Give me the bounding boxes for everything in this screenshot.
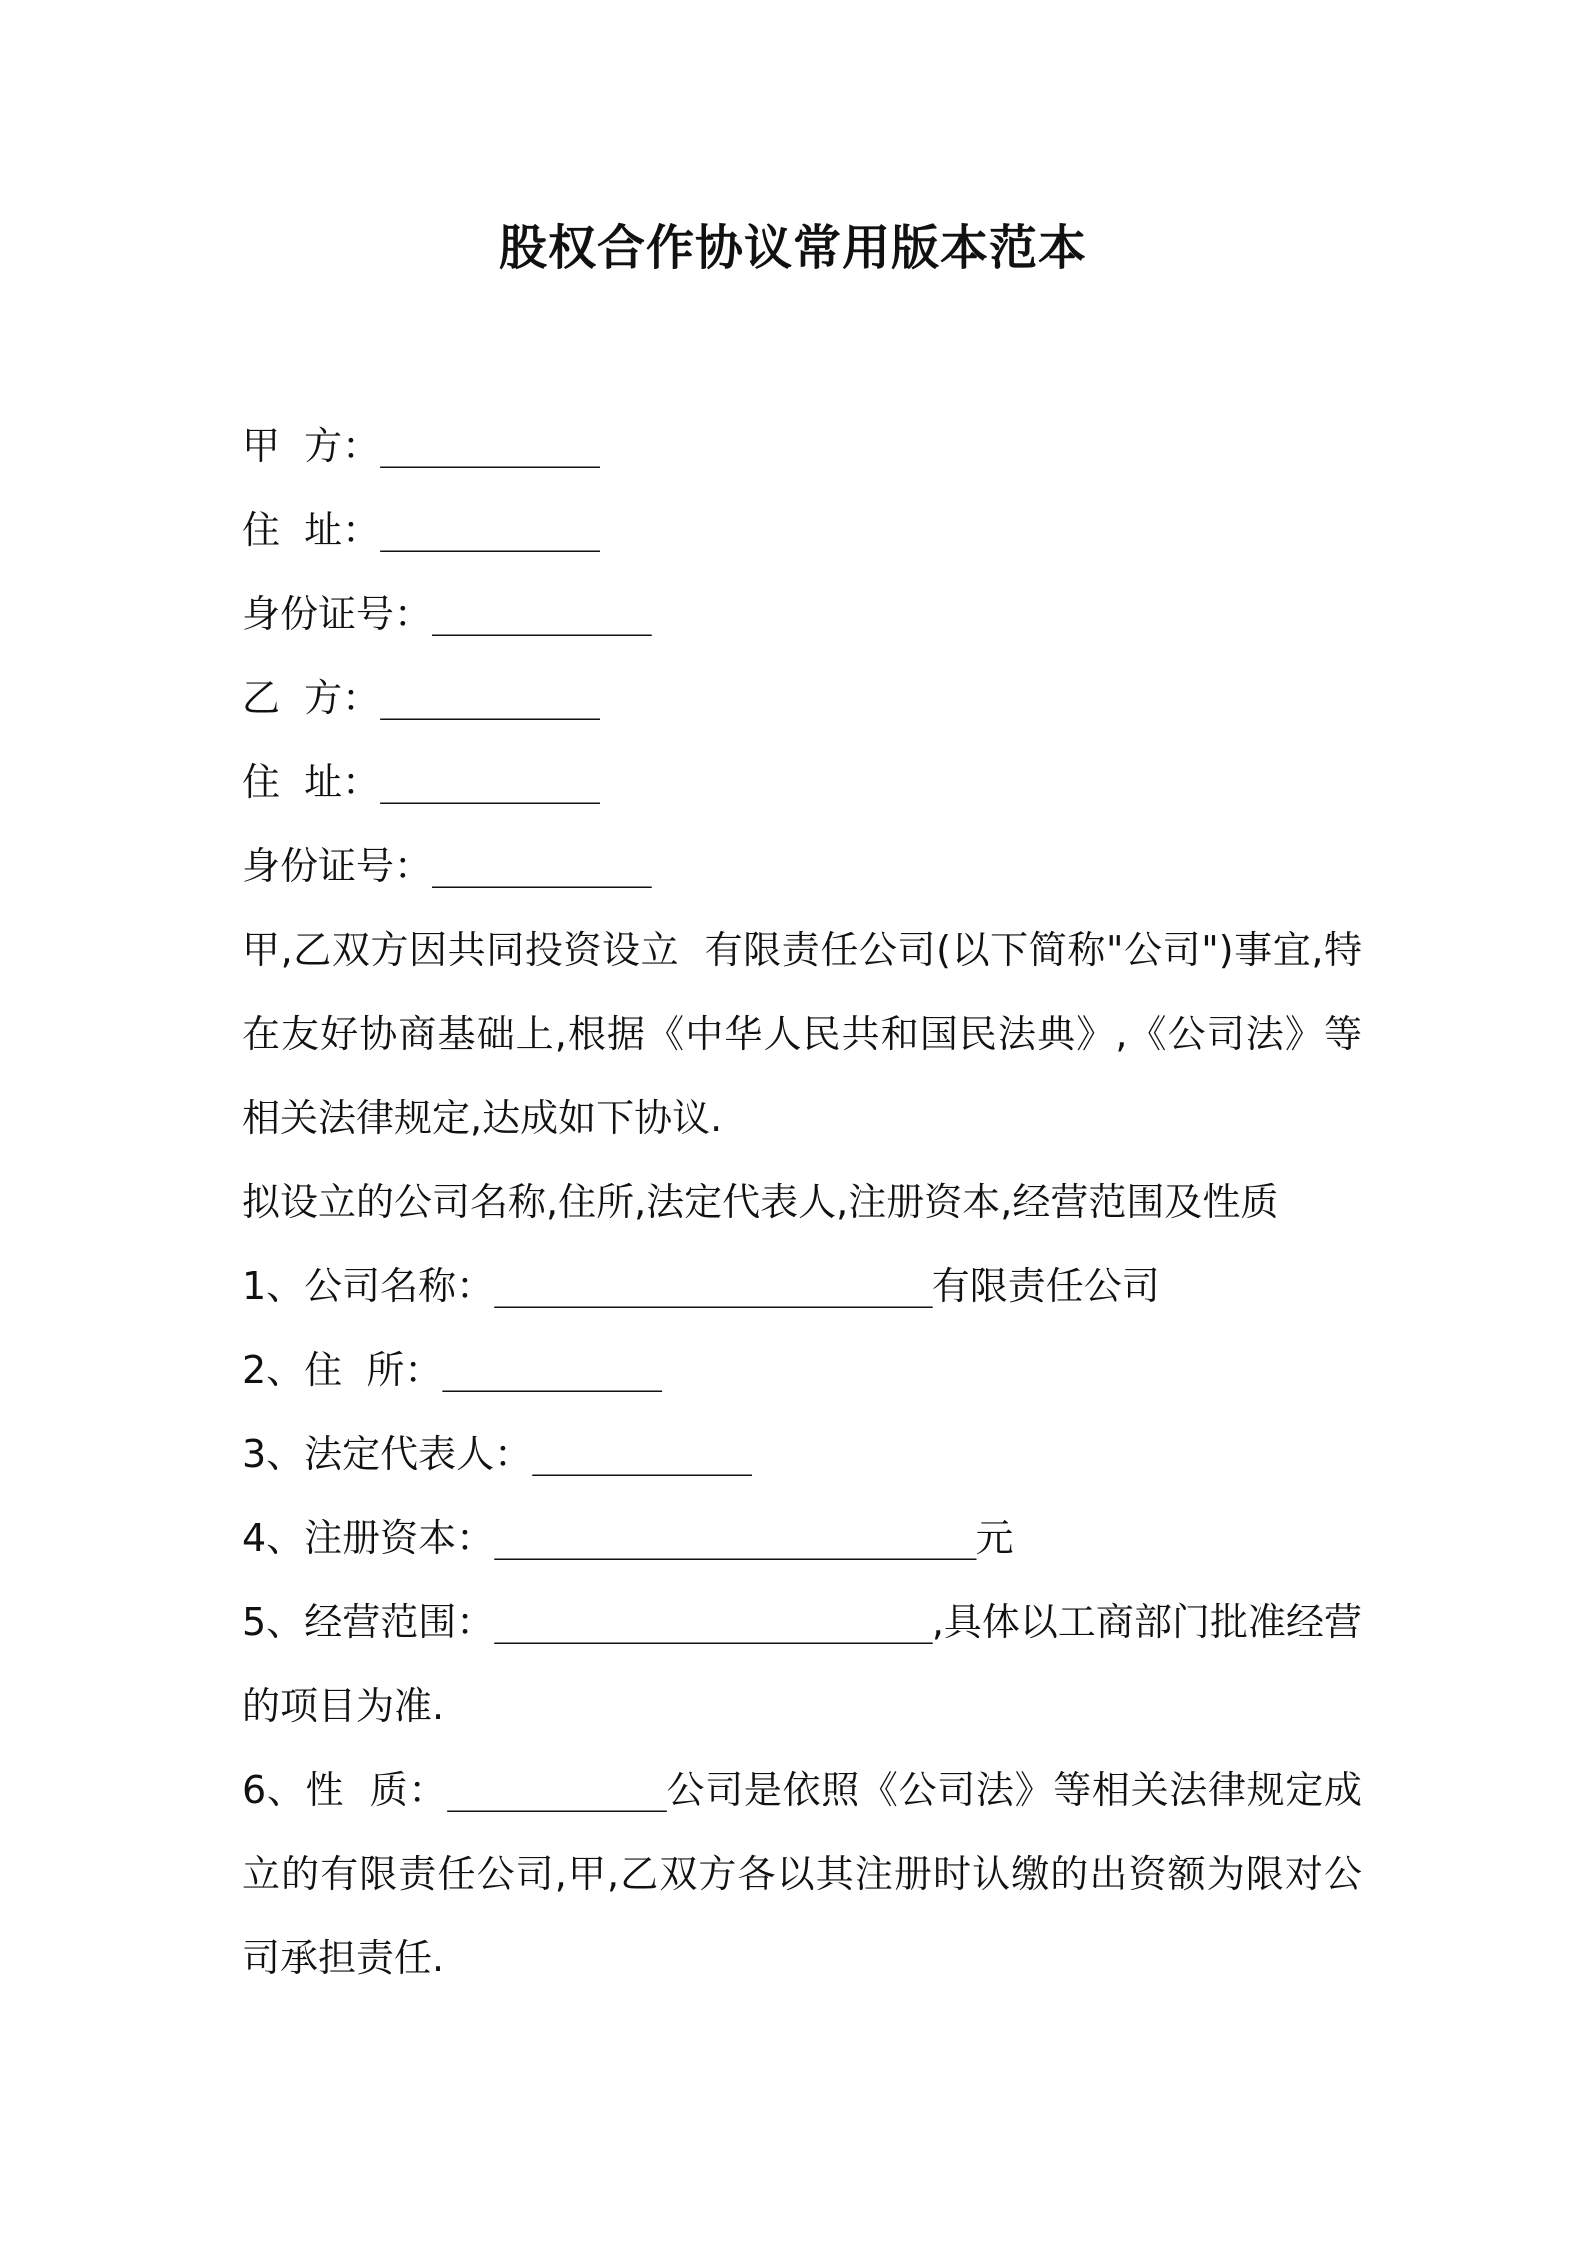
- party-a-address-line: [242, 488, 1362, 572]
- item-1-blank: ____________________: [494, 1264, 932, 1308]
- item-6-blank: __________: [447, 1768, 666, 1812]
- item-4-blank: ______________________: [494, 1516, 976, 1560]
- section-heading: 拟设立的公司名称,住所,法定代表人,注册资本,经营范围及性质: [242, 1180, 1279, 1224]
- intro-paragraph: 甲,乙双方因共同投资设立 有限责任公司(以下简称"公司")事宜,特在友好协商基础上,根据《中华人民共和国民法典》,《公司法》等相关法律规定,达成如下协议.: [242, 928, 1362, 1140]
- party-a-id-line: [242, 572, 1362, 656]
- item-2-blank: __________: [442, 1348, 662, 1392]
- document-title: 股权合作协议常用版本范本: [498, 220, 1087, 276]
- item-5-scope: [242, 1580, 1362, 1748]
- item-5-label: 5、经营范围：: [242, 1600, 495, 1644]
- item-1-suffix: 有限责任公司: [931, 1264, 1160, 1308]
- party-a-id-blank: __________: [432, 592, 651, 636]
- item-2-address: [242, 1328, 1362, 1412]
- item-3-blank: __________: [532, 1432, 751, 1476]
- item-6-nature: [242, 1748, 1362, 2000]
- party-b-id-label: 身份证号：: [242, 844, 433, 888]
- item-4-capital: [242, 1496, 1362, 1580]
- party-b-address-label: 住 址：: [242, 760, 381, 804]
- item-4-label: 4、注册资本：: [242, 1516, 495, 1560]
- item-5-text: ,具体以工商部门批准经营的项目为准.: [242, 1600, 1362, 1728]
- party-b-label: 乙 方：: [242, 676, 381, 720]
- item-1-company-name: [242, 1244, 1362, 1328]
- item-1-label: 1、公司名称：: [242, 1264, 495, 1308]
- party-a-address-blank: __________: [380, 508, 599, 552]
- party-a-label: 甲 方：: [242, 424, 381, 468]
- document-body: [242, 404, 1362, 2000]
- item-2-label: 2、住 所：: [242, 1348, 443, 1392]
- party-b-blank: __________: [380, 676, 599, 720]
- party-b-address-blank: __________: [380, 760, 599, 804]
- item-6-text: 公司是依照《公司法》等相关法律规定成立的有限责任公司,甲,乙双方各以其注册时认缴的出资额为限对公司承担责任.: [242, 1768, 1362, 1980]
- item-6-label: 6、性 质：: [242, 1768, 448, 1812]
- party-a-line: [242, 404, 1362, 488]
- party-b-address-line: [242, 740, 1362, 824]
- item-4-suffix: 元: [975, 1516, 1014, 1560]
- party-a-blank: __________: [380, 424, 599, 468]
- party-a-address-label: 住 址：: [242, 508, 381, 552]
- item-3-legal-rep: [242, 1412, 1362, 1496]
- party-b-id-line: [242, 824, 1362, 908]
- party-b-line: [242, 656, 1362, 740]
- party-a-id-label: 身份证号：: [242, 592, 433, 636]
- item-5-blank: ____________________: [494, 1600, 932, 1644]
- party-b-id-blank: __________: [432, 844, 651, 888]
- item-3-label: 3、法定代表人：: [242, 1432, 533, 1476]
